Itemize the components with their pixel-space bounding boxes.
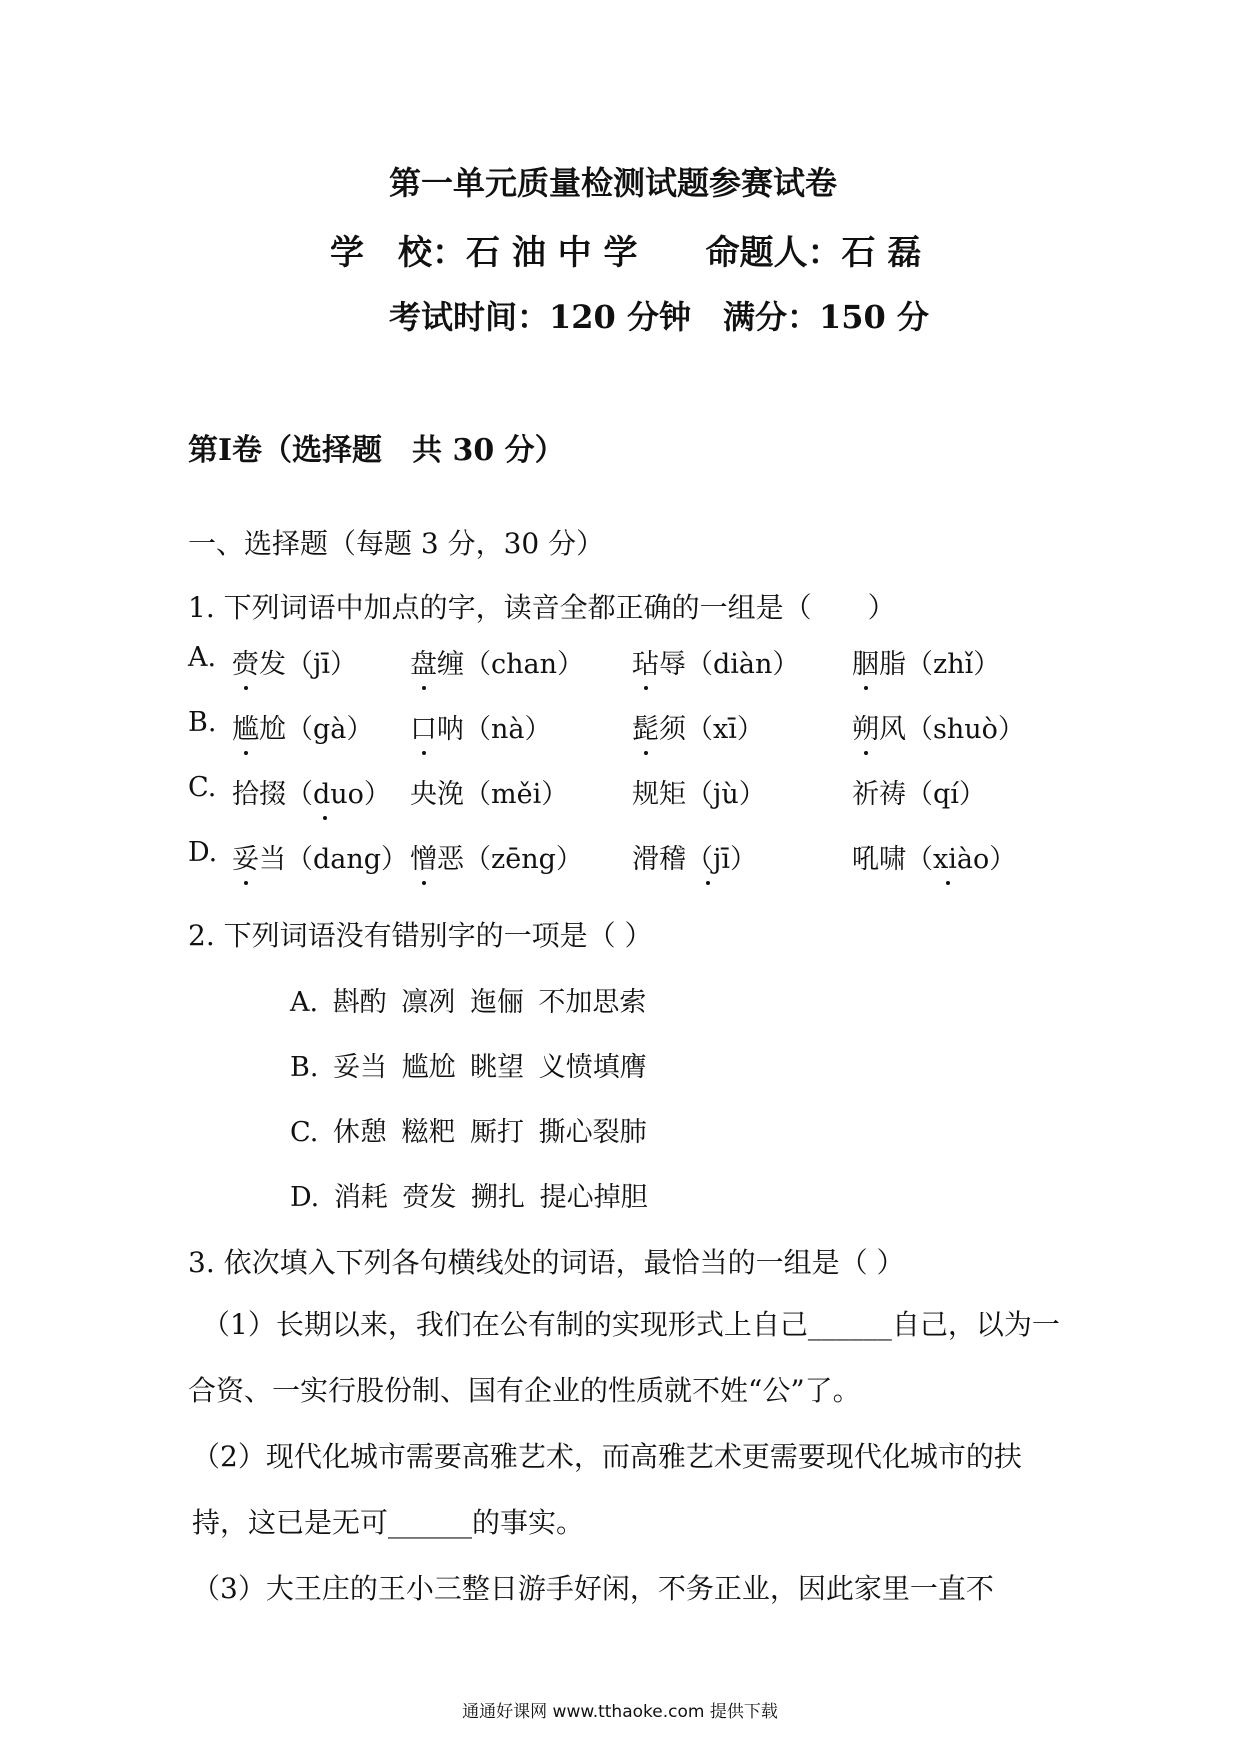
question-2-option-b: B. 妥当 尴尬 眺望 义愤填膺: [290, 1052, 647, 1083]
option-label: C.: [188, 772, 217, 803]
question-2-option-c: C. 休憩 糍粑 厮打 撕心裂肺: [290, 1117, 647, 1148]
option-label: A.: [188, 642, 217, 673]
option-term: 髭须（xī）: [632, 707, 764, 746]
school-author-line: 学 校：石 油 中 学 命题人：石 磊: [330, 233, 922, 273]
option-term: 规矩（jù）: [632, 779, 766, 810]
option-term: 朔风（shuò）: [852, 707, 1025, 746]
option-term: 吼啸（xiào）: [852, 837, 1016, 876]
option-term: 祈祷（qí）: [852, 779, 986, 810]
option-term: 口呐（nà）: [410, 707, 552, 746]
part-one-heading: 一、选择题（每题 3 分，30 分）: [188, 527, 605, 560]
question-2-option-a: A. 斟酌 凛冽 迤俪 不加思索: [290, 987, 647, 1018]
question-3-sentence-1: （1）长期以来，我们在公有制的实现形式上自己______自己，以为一合资、一实行股份制、国有企业的性质就不姓“公”了。: [188, 1308, 1060, 1407]
option-label: B.: [188, 707, 217, 738]
option-label: D.: [188, 837, 218, 868]
exam-title: 第一单元质量检测试题参赛试卷: [389, 164, 838, 202]
option-term: 滑稽（jī）: [632, 837, 757, 876]
question-3-sentence-2: （2）现代化城市需要高雅艺术，而高雅艺术更需要现代化城市的扶持，这已是无可______的事实。: [192, 1440, 1022, 1539]
option-term: 盘缠（chan）: [410, 642, 584, 681]
question-2-stem: 2. 下列词语没有错别字的一项是（ ）: [188, 919, 653, 952]
option-term: 妥当（dang）: [232, 837, 408, 876]
question-1-stem: 1. 下列词语中加点的字，读音全都正确的一组是（ ）: [188, 591, 896, 624]
option-term: 尴尬（gà）: [232, 707, 373, 746]
option-term: 玷辱（diàn）: [632, 642, 799, 681]
option-term: 拾掇（duo）: [232, 772, 391, 811]
question-3-sentence-3: （3）大王庄的王小三整日游手好闲，不务正业，因此家里一直不: [192, 1572, 994, 1605]
question-3-stem: 3. 依次填入下列各句横线处的词语，最恰当的一组是（ ）: [188, 1246, 905, 1279]
option-term: 赍发（jī）: [232, 642, 357, 681]
option-term: 憎恶（zēng）: [410, 837, 583, 876]
download-footer: 通通好课网 www.tthaoke.com 提供下载: [462, 1702, 778, 1722]
option-term: 胭脂（zhǐ）: [852, 642, 1000, 681]
question-2-option-d: D. 消耗 赍发 搠扎 提心掉胆: [290, 1182, 648, 1213]
option-term: 央浼（měi）: [410, 779, 569, 810]
section-heading: 第Ⅰ卷（选择题 共 30 分）: [188, 433, 565, 468]
time-score-line: 考试时间：120 分钟 满分：150 分: [389, 298, 929, 336]
